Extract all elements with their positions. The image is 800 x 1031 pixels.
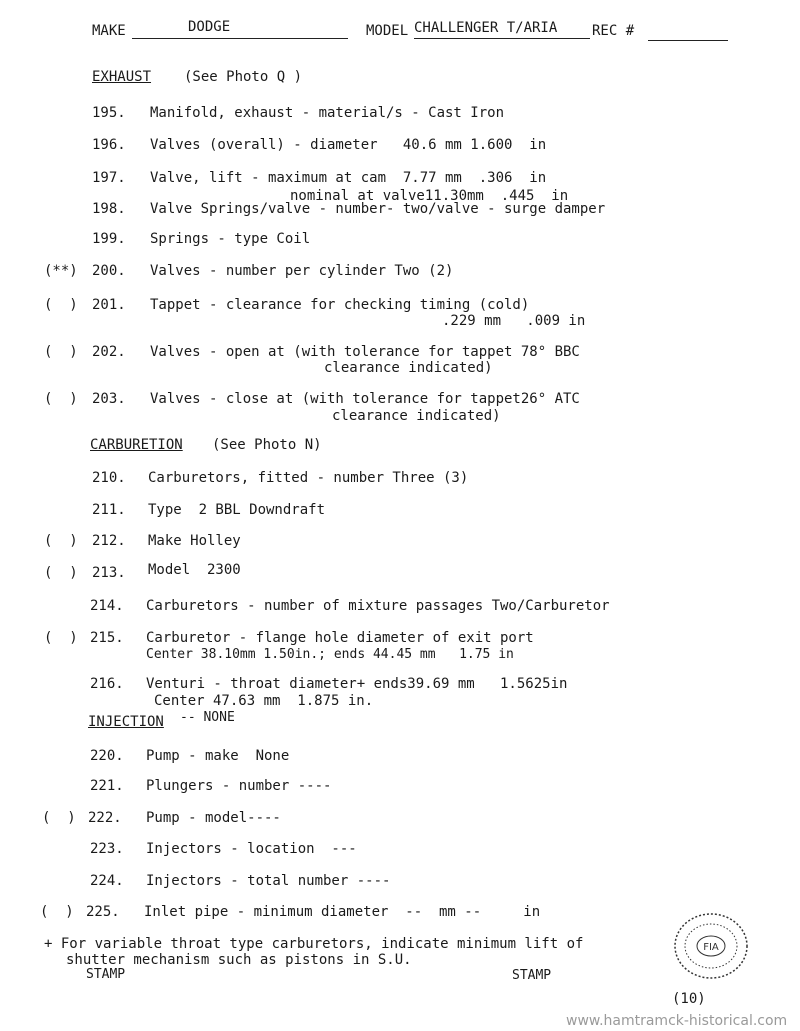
item-number: 201. [92,297,126,313]
item-text: Injectors - location --- [146,841,357,857]
item-text-continued: nominal at valve11.30mm .445 in [290,188,569,204]
item-number: 199. [92,231,126,247]
page-number: (10) [672,991,706,1007]
watermark-text: www.hamtramck-historical.com [566,1013,788,1029]
item-text: Venturi - throat diameter+ ends39.69 mm 1.5625in [146,676,568,692]
item-text: Inlet pipe - minimum diameter -- mm -- in [144,904,541,920]
model-value: CHALLENGER T/ARIA [414,20,558,36]
model-label: MODEL [366,23,409,39]
item-text: Valves - close at (with tolerance for tappet26° ATC [150,391,580,407]
item-number: 210. [92,470,126,486]
item-number: 214. [90,598,124,614]
item-text: Valves (overall) - diameter 40.6 mm 1.600 in [150,137,547,153]
item-text-continued: .229 mm .009 in [442,313,586,329]
stamp-label-right: STAMP [512,968,552,983]
rec-underline [648,40,728,41]
item-number: 202. [92,344,126,360]
item-checkbox: (**) [44,263,78,279]
item-number: 225. [86,904,120,920]
item-checkbox: ( ) [42,810,76,826]
footnote-line-1: + For variable throat type carburetors, indicate minimum lift of [44,936,584,952]
footnote-line-2: shutter mechanism such as pistons in S.U. [66,952,412,968]
make-underline [132,38,348,39]
item-number: 220. [90,748,124,764]
item-number: 200. [92,263,126,279]
item-text-continued: clearance indicated) [332,408,501,424]
exhaust-photo-ref: (See Photo Q ) [184,69,303,85]
seal-text: FIA [703,942,719,953]
item-text-continued: clearance indicated) [324,360,493,376]
item-checkbox: ( ) [44,565,78,581]
item-text: Pump - model---- [146,810,281,826]
item-text: Make Holley [148,533,241,549]
item-text: Plungers - number ---- [146,778,332,794]
injection-heading: INJECTION [88,714,164,730]
carburetion-heading: CARBURETION [90,437,183,453]
item-checkbox: ( ) [44,630,78,646]
rec-label: REC # [592,23,635,39]
item-text: Type 2 BBL Downdraft [148,502,326,518]
item-number: 216. [90,676,124,692]
item-text: Pump - make None [146,748,290,764]
item-text: Valve, lift - maximum at cam 7.77 mm .306 in [150,170,547,186]
item-text: Carburetors - number of mixture passages Two/Carburetor [146,598,610,614]
item-checkbox: ( ) [44,344,78,360]
item-number: 221. [90,778,124,794]
item-text: Tappet - clearance for checking timing (cold) [150,297,530,313]
carburetion-photo-ref: (See Photo N) [212,437,322,453]
item-number: 223. [90,841,124,857]
injection-note: -- NONE [180,710,235,725]
item-number: 213. [92,565,126,581]
item-text: Springs - type Coil [150,231,311,247]
make-value: DODGE [188,19,231,35]
item-number: 222. [88,810,122,826]
item-number: 215. [90,630,124,646]
stamp-label-left: STAMP [86,967,126,982]
fia-seal-stamp [670,910,752,982]
item-text: Carburetors, fitted - number Three (3) [148,470,469,486]
item-text: Valves - number per cylinder Two (2) [150,263,454,279]
item-number: 198. [92,201,126,217]
item-text: Valve Springs/valve - number- two/valve - surge damper [150,201,606,217]
item-text: Valves - open at (with tolerance for tappet 78° BBC [150,344,580,360]
item-text-continued: Center 38.10mm 1.50in.; ends 44.45 mm 1.75 in [146,647,514,662]
item-checkbox: ( ) [44,391,78,407]
exhaust-heading: EXHAUST [92,69,152,85]
item-number: 224. [90,873,124,889]
item-number: 211. [92,502,126,518]
item-number: 196. [92,137,126,153]
item-text: Carburetor - flange hole diameter of exit port [146,630,534,646]
item-text-continued: Center 47.63 mm 1.875 in. [154,693,374,709]
model-underline [414,38,590,39]
item-checkbox: ( ) [44,297,78,313]
item-text: Manifold, exhaust - material/s - Cast Iron [150,105,505,121]
item-text: Model 2300 [148,562,241,578]
item-checkbox: ( ) [40,904,74,920]
item-number: 212. [92,533,126,549]
make-label: MAKE [92,23,126,39]
item-checkbox: ( ) [44,533,78,549]
item-number: 203. [92,391,126,407]
item-text: Injectors - total number ---- [146,873,391,889]
item-number: 195. [92,105,126,121]
item-number: 197. [92,170,126,186]
